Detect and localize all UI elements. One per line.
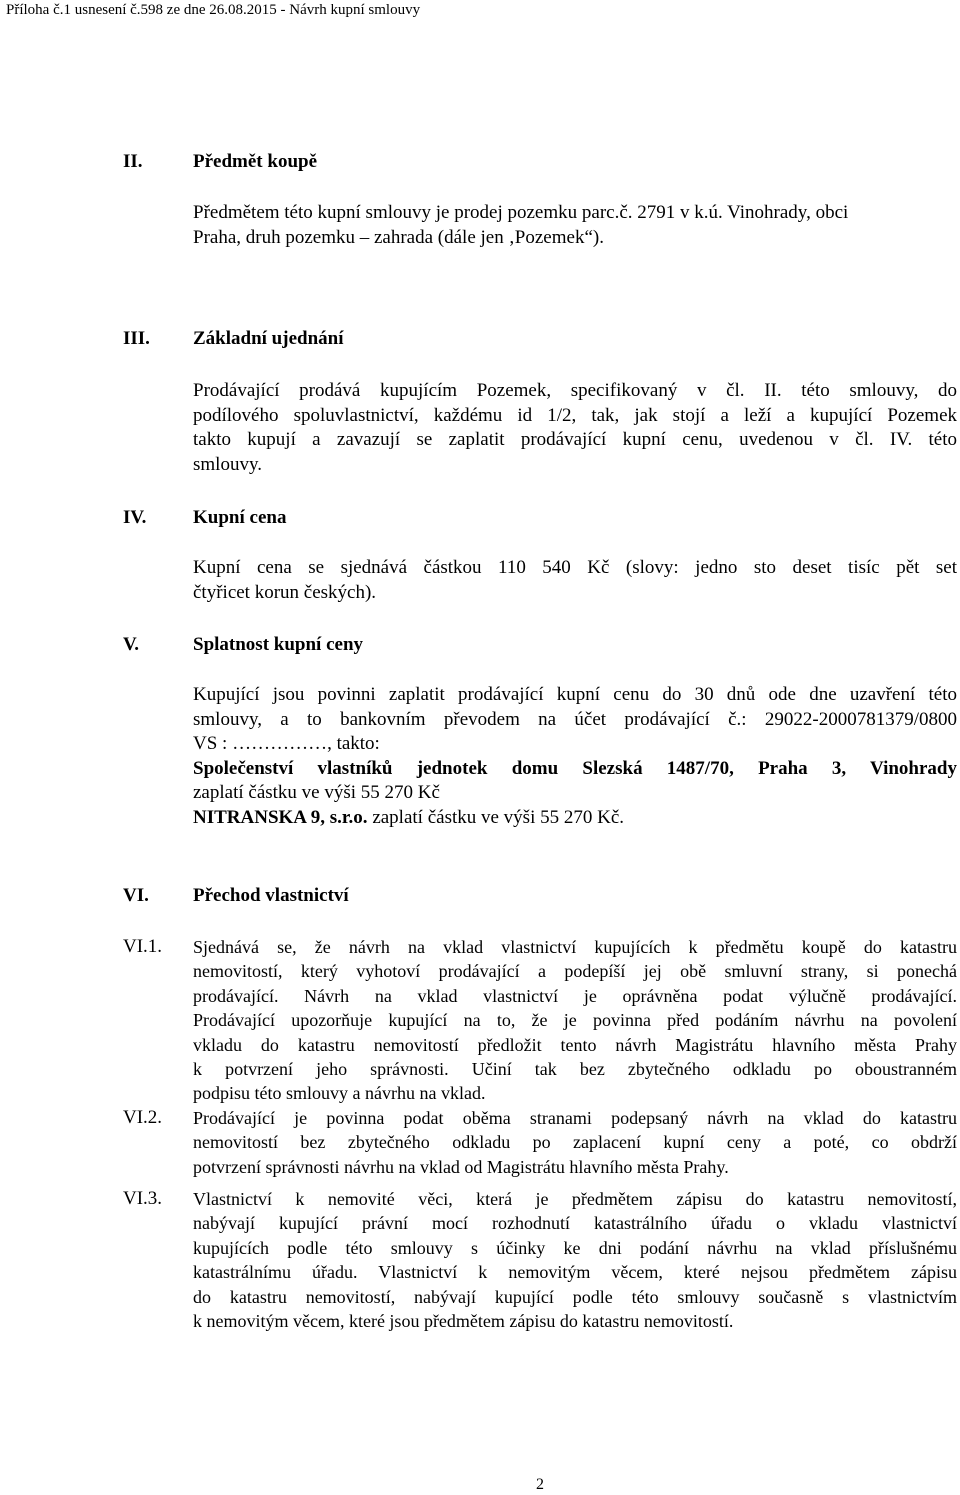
subsection-vi-3-text: [193, 1187, 957, 1333]
paragraph-line: Sjednává se, že návrh na vklad vlastnictví kupujících k předmětu koupě do katastru: [193, 937, 957, 957]
paragraph-line: Vlastnictví k nemovité věci, která je předmětem zápisu do katastru nemovitostí,: [193, 1189, 957, 1209]
section-title-iii: Základní ujednání: [193, 328, 344, 349]
paragraph-line: takto kupují a zavazují se zaplatit prodávající kupní cenu, uvedenou v čl. IV. této: [193, 429, 957, 450]
paragraph-line: kupujících podle této smlouvy s účinky ke dni podání návrhu na vklad příslušnému: [193, 1237, 957, 1258]
paragraph-line: VS : ……………, takto:: [193, 733, 380, 754]
page-number: 2: [536, 1476, 544, 1493]
paragraph-line: potvrzení správnosti návrhu na vklad od Magistrátu hlavního města Prahy.: [193, 1156, 729, 1177]
subsection-number-vi-3: VI.3.: [123, 1188, 163, 1209]
paragraph-line: zaplatí částku ve výši 55 270 Kč: [193, 782, 440, 803]
section-iii-paragraph: [193, 379, 957, 477]
paragraph-line: Prodávající upozorňuje kupující na to, že je povinna před podáním návrhu na povolení: [193, 1010, 957, 1031]
paragraph-line: nemovitostí bez zbytečného odkladu po zaplacení kupní ceny a poté, co obdrží: [193, 1132, 957, 1153]
paragraph-line: prodávající. Návrh na vklad vlastnictví je oprávněna podat výlučně prodávající.: [193, 985, 957, 1006]
section-title-v: Splatnost kupní ceny: [193, 634, 364, 655]
paragraph-line: podílového spoluvlastnictví, každému id 1/2, tak, jak stojí a leží a kupující Pozemek: [193, 404, 957, 426]
subsection-vi-2-text: [193, 1106, 957, 1179]
section-number-ii: II.: [123, 151, 143, 172]
section-ii-paragraph: [193, 201, 957, 250]
paragraph-line: nabývají kupující právní mocí rozhodnutí katastrálního úřadu o vkladu vlastnictví: [193, 1213, 957, 1234]
paragraph-line: do katastru nemovitostí, nabývají kupující podle této smlouvy současně s vlastnictvím: [193, 1286, 957, 1307]
section-number-iv: IV.: [123, 507, 147, 528]
section-iv-paragraph: [193, 556, 957, 605]
paragraph-line: k potvrzení jeho správnosti. Učiní tak bez zbytečného odkladu po oboustranném: [193, 1059, 957, 1080]
paragraph-line: podpisu této smlouvy a návrhu na vklad.: [193, 1083, 486, 1104]
paragraph-line: Předmětem této kupní smlouvy je prodej pozemku parc.č. 2791 v k.ú. Vinohrady, obci: [193, 202, 849, 223]
subsection-number-vi-2: VI.2.: [123, 1107, 163, 1128]
paragraph-line: Kupující jsou povinni zaplatit prodávající kupní cenu do 30 dnů ode dne uzavření této: [193, 684, 957, 705]
section-title-ii: Předmět koupě: [193, 151, 318, 172]
section-v-paragraph: [193, 683, 957, 830]
paragraph-line: k nemovitým věcem, které jsou předmětem zápisu do katastru nemovitostí.: [193, 1311, 734, 1332]
paragraph-line: vkladu do katastru nemovitostí předložit tento návrh Magistrátu hlavního města Prahy: [193, 1034, 957, 1055]
section-title-iv: Kupní cena: [193, 507, 287, 528]
paragraph-line: Prodávající prodává kupujícím Pozemek, specifikovaný v čl. II. této smlouvy, do: [193, 380, 957, 401]
section-number-v: V.: [123, 634, 140, 655]
subsection-number-vi-1: VI.1.: [123, 936, 163, 957]
paragraph-line: katastrálnímu úřadu. Vlastnictví k nemovitým věcem, které nejsou předmětem zápisu: [193, 1262, 957, 1283]
paragraph-line: smlouvy.: [193, 453, 262, 475]
paragraph-line: smlouvy, a to bankovním převodem na účet prodávající č.: 29022-2000781379/0800: [193, 708, 957, 730]
paragraph-line: Praha, druh pozemku – zahrada (dále jen ‚Pozemek“).: [193, 226, 604, 248]
section-number-iii: III.: [123, 328, 150, 349]
section-title-vi: Přechod vlastnictví: [193, 885, 349, 906]
paragraph-line: Prodávající je povinna podat oběma stranami podepsaný návrh na vklad do katastru: [193, 1108, 957, 1128]
paragraph-line: čtyřicet korun českých).: [193, 581, 377, 603]
paragraph-line: nemovitostí, který vyhotoví prodávající a podepíší jej obě smluvní strany, si ponechá: [193, 961, 957, 982]
subsection-vi-1-text: [193, 935, 957, 1106]
document-header: Příloha č.1 usnesení č.598 ze dne 26.08.2015 - Návrh kupní smlouvy: [6, 2, 421, 18]
section-number-vi: VI.: [123, 885, 149, 906]
payer-association-line: Společenství vlastníků jednotek domu Slezská 1487/70, Praha 3, Vinohrady: [193, 757, 957, 779]
payer-company-amount: zaplatí částku ve výši 55 270 Kč.: [367, 806, 624, 828]
paragraph-line: Kupní cena se sjednává částkou 110 540 Kč (slovy: jedno sto deset tisíc pět set: [193, 557, 957, 578]
payer-company-name: NITRANSKA 9, s.r.o.: [193, 806, 368, 828]
